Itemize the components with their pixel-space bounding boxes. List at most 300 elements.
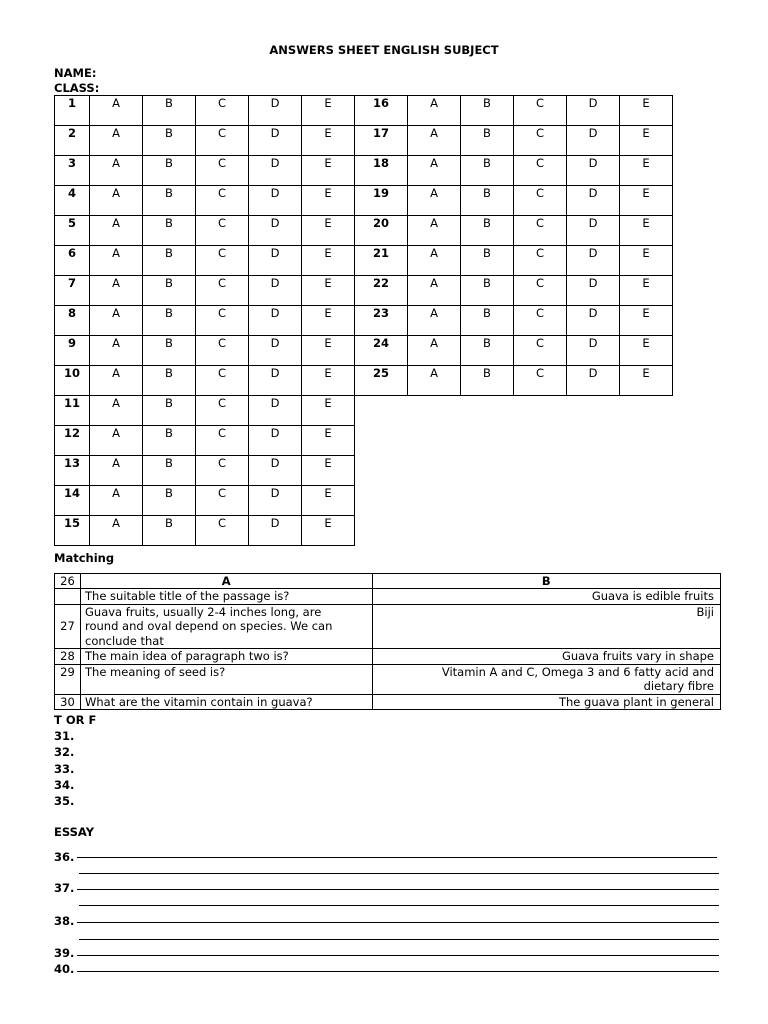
option-letter: A bbox=[112, 126, 120, 140]
question-number-text: 5 bbox=[67, 216, 76, 230]
option-cell[interactable] bbox=[196, 126, 249, 156]
question-number bbox=[355, 126, 408, 156]
option-cell[interactable] bbox=[567, 276, 620, 306]
option-letter: D bbox=[270, 306, 280, 320]
option-letter: A bbox=[430, 186, 438, 200]
option-letter: B bbox=[165, 516, 173, 530]
option-cell[interactable] bbox=[90, 396, 143, 426]
option-cell[interactable] bbox=[514, 126, 567, 156]
option-cell[interactable] bbox=[249, 426, 302, 456]
option-cell[interactable] bbox=[514, 96, 567, 126]
option-cell[interactable] bbox=[461, 246, 514, 276]
option-letter: E bbox=[642, 186, 650, 200]
matching-number: 29 bbox=[55, 664, 81, 694]
option-letter: D bbox=[588, 306, 598, 320]
option-cell[interactable] bbox=[408, 366, 461, 396]
option-cell[interactable] bbox=[514, 276, 567, 306]
option-letter: A bbox=[430, 156, 438, 170]
option-cell[interactable] bbox=[302, 396, 355, 426]
answer-line bbox=[77, 955, 719, 956]
option-letter: C bbox=[217, 96, 227, 110]
option-cell[interactable] bbox=[90, 246, 143, 276]
option-cell[interactable] bbox=[143, 366, 196, 396]
matching-table bbox=[54, 573, 721, 710]
option-cell[interactable] bbox=[249, 366, 302, 396]
option-cell[interactable] bbox=[196, 336, 249, 366]
option-letter: D bbox=[270, 126, 280, 140]
option-cell[interactable] bbox=[196, 486, 249, 516]
option-cell[interactable] bbox=[302, 246, 355, 276]
option-cell[interactable] bbox=[567, 126, 620, 156]
option-letter: A bbox=[112, 426, 120, 440]
question-number bbox=[355, 186, 408, 216]
question-number bbox=[355, 276, 408, 306]
option-cell[interactable] bbox=[143, 276, 196, 306]
option-cell[interactable] bbox=[90, 486, 143, 516]
option-letter: E bbox=[642, 276, 650, 290]
page-title: ANSWERS SHEET ENGLISH SUBJECT bbox=[269, 43, 499, 57]
option-cell[interactable] bbox=[143, 396, 196, 426]
option-cell[interactable] bbox=[461, 306, 514, 336]
option-cell[interactable] bbox=[143, 186, 196, 216]
question-number-text: 22 bbox=[372, 276, 389, 290]
option-cell[interactable] bbox=[196, 306, 249, 336]
option-letter: B bbox=[483, 366, 491, 380]
question-number-text: 23 bbox=[372, 306, 389, 320]
option-letter: E bbox=[324, 156, 332, 170]
option-cell[interactable] bbox=[143, 456, 196, 486]
option-letter: A bbox=[112, 336, 120, 350]
option-cell[interactable] bbox=[461, 216, 514, 246]
mc-row bbox=[55, 156, 673, 186]
option-letter: E bbox=[324, 486, 332, 500]
mc-row bbox=[55, 186, 673, 216]
option-cell[interactable] bbox=[461, 126, 514, 156]
option-letter: D bbox=[270, 186, 280, 200]
matching-question: The suitable title of the passage is? bbox=[81, 589, 373, 605]
option-cell[interactable] bbox=[143, 156, 196, 186]
option-letter: B bbox=[483, 336, 491, 350]
question-number bbox=[55, 516, 90, 546]
option-cell[interactable] bbox=[461, 156, 514, 186]
question-number-text: 3 bbox=[67, 156, 76, 170]
option-letter: A bbox=[112, 216, 120, 230]
option-cell[interactable] bbox=[514, 246, 567, 276]
option-letter: A bbox=[112, 186, 120, 200]
option-letter: D bbox=[270, 336, 280, 350]
question-number-text: 6 bbox=[67, 246, 76, 260]
option-letter: D bbox=[270, 216, 280, 230]
option-cell[interactable] bbox=[408, 276, 461, 306]
option-letter: C bbox=[535, 336, 545, 350]
matching-answer: Guava is edible fruits bbox=[372, 589, 721, 605]
option-cell[interactable] bbox=[143, 216, 196, 246]
option-letter: C bbox=[535, 306, 545, 320]
option-letter: B bbox=[483, 186, 491, 200]
answer-line bbox=[77, 971, 719, 972]
option-letter: B bbox=[483, 156, 491, 170]
mc-row bbox=[55, 246, 673, 276]
option-cell[interactable] bbox=[514, 216, 567, 246]
option-letter: A bbox=[112, 396, 120, 410]
option-cell[interactable] bbox=[620, 126, 673, 156]
option-letter: B bbox=[165, 456, 173, 470]
option-letter: B bbox=[165, 276, 173, 290]
option-letter: C bbox=[217, 336, 227, 350]
option-letter: D bbox=[270, 516, 280, 530]
matching-answer: Guava fruits vary in shape bbox=[372, 649, 721, 665]
mc-row bbox=[55, 126, 673, 156]
option-cell[interactable] bbox=[196, 366, 249, 396]
option-letter: E bbox=[324, 396, 332, 410]
mc-row bbox=[55, 516, 673, 546]
option-letter: A bbox=[112, 366, 120, 380]
tf-item: 32. bbox=[54, 745, 75, 759]
option-letter: A bbox=[112, 246, 120, 260]
question-number-text: 4 bbox=[67, 186, 76, 200]
option-cell[interactable] bbox=[196, 456, 249, 486]
option-cell[interactable] bbox=[567, 96, 620, 126]
option-letter: A bbox=[112, 276, 120, 290]
option-letter: C bbox=[535, 126, 545, 140]
question-number bbox=[55, 306, 90, 336]
matching-question: The meaning of seed is? bbox=[81, 664, 373, 694]
option-cell[interactable] bbox=[461, 186, 514, 216]
question-number-text: 2 bbox=[67, 126, 76, 140]
option-letter: B bbox=[165, 126, 173, 140]
question-number bbox=[55, 276, 90, 306]
option-cell[interactable] bbox=[143, 336, 196, 366]
matching-header-row bbox=[55, 574, 721, 589]
option-cell[interactable] bbox=[620, 186, 673, 216]
option-cell[interactable] bbox=[408, 96, 461, 126]
question-number bbox=[55, 336, 90, 366]
question-number bbox=[355, 336, 408, 366]
option-cell[interactable] bbox=[196, 156, 249, 186]
matching-question: Guava fruits, usually 2-4 inches long, are round and oval depend on species. We can conclude that bbox=[81, 604, 373, 649]
question-number bbox=[55, 96, 90, 126]
option-cell[interactable] bbox=[302, 96, 355, 126]
question-number bbox=[55, 456, 90, 486]
option-cell[interactable] bbox=[567, 186, 620, 216]
option-letter: D bbox=[588, 246, 598, 260]
option-cell[interactable] bbox=[620, 276, 673, 306]
option-cell[interactable] bbox=[90, 216, 143, 246]
option-cell[interactable] bbox=[143, 96, 196, 126]
option-cell[interactable] bbox=[514, 186, 567, 216]
option-letter: B bbox=[483, 126, 491, 140]
option-cell[interactable] bbox=[461, 276, 514, 306]
option-cell[interactable] bbox=[90, 516, 143, 546]
option-cell[interactable] bbox=[249, 186, 302, 216]
matching-row bbox=[55, 649, 721, 665]
option-cell[interactable] bbox=[567, 336, 620, 366]
option-letter: B bbox=[165, 156, 173, 170]
option-cell[interactable] bbox=[143, 516, 196, 546]
option-letter: E bbox=[324, 186, 332, 200]
option-cell[interactable] bbox=[302, 126, 355, 156]
option-letter: A bbox=[112, 516, 120, 530]
question-number-text: 12 bbox=[63, 426, 80, 440]
option-cell[interactable] bbox=[196, 396, 249, 426]
option-cell[interactable] bbox=[196, 246, 249, 276]
option-letter: C bbox=[535, 276, 545, 290]
option-letter: B bbox=[165, 246, 173, 260]
option-cell[interactable] bbox=[302, 336, 355, 366]
matching-row bbox=[55, 604, 721, 649]
option-cell[interactable] bbox=[302, 186, 355, 216]
option-letter: E bbox=[324, 276, 332, 290]
option-cell[interactable] bbox=[620, 246, 673, 276]
option-letter: D bbox=[270, 246, 280, 260]
option-letter: C bbox=[217, 396, 227, 410]
option-cell[interactable] bbox=[461, 336, 514, 366]
question-number bbox=[355, 366, 408, 396]
question-number-text: 14 bbox=[63, 486, 80, 500]
option-cell[interactable] bbox=[249, 276, 302, 306]
option-cell[interactable] bbox=[567, 306, 620, 336]
option-cell[interactable] bbox=[249, 306, 302, 336]
option-cell[interactable] bbox=[408, 246, 461, 276]
matching-answer: Vitamin A and C, Omega 3 and 6 fatty acid and dietary fibre bbox=[372, 664, 721, 694]
option-cell[interactable] bbox=[302, 456, 355, 486]
option-letter: D bbox=[270, 366, 280, 380]
option-letter: A bbox=[430, 336, 438, 350]
essay-item: 37. bbox=[54, 881, 75, 895]
option-letter: C bbox=[217, 306, 227, 320]
column-b-header: B bbox=[372, 574, 721, 589]
question-number bbox=[55, 396, 90, 426]
multiple-choice-table bbox=[54, 95, 673, 546]
option-cell[interactable] bbox=[620, 216, 673, 246]
question-number-text: 9 bbox=[67, 336, 76, 350]
option-letter: D bbox=[270, 486, 280, 500]
question-number-text: 24 bbox=[372, 336, 389, 350]
option-letter: B bbox=[483, 246, 491, 260]
mc-row bbox=[55, 96, 673, 126]
question-number-text: 18 bbox=[372, 156, 389, 170]
option-cell[interactable] bbox=[249, 516, 302, 546]
option-cell[interactable] bbox=[196, 516, 249, 546]
option-cell[interactable] bbox=[90, 156, 143, 186]
option-cell[interactable] bbox=[249, 456, 302, 486]
option-letter: D bbox=[588, 126, 598, 140]
option-cell[interactable] bbox=[567, 246, 620, 276]
option-cell[interactable] bbox=[302, 516, 355, 546]
option-letter: D bbox=[588, 336, 598, 350]
answer-line bbox=[79, 905, 719, 906]
true-false-label: T OR F bbox=[54, 713, 97, 727]
question-number-text: 13 bbox=[63, 456, 80, 470]
option-cell[interactable] bbox=[302, 276, 355, 306]
option-cell[interactable] bbox=[514, 366, 567, 396]
option-cell[interactable] bbox=[620, 156, 673, 186]
option-cell[interactable] bbox=[514, 306, 567, 336]
option-cell[interactable] bbox=[408, 216, 461, 246]
option-cell[interactable] bbox=[143, 126, 196, 156]
option-letter: E bbox=[324, 336, 332, 350]
option-letter: E bbox=[324, 516, 332, 530]
option-cell[interactable] bbox=[196, 276, 249, 306]
option-cell[interactable] bbox=[249, 486, 302, 516]
mc-row bbox=[55, 216, 673, 246]
option-letter: E bbox=[324, 96, 332, 110]
option-cell[interactable] bbox=[408, 336, 461, 366]
option-cell[interactable] bbox=[143, 426, 196, 456]
option-cell[interactable] bbox=[196, 186, 249, 216]
option-cell[interactable] bbox=[249, 336, 302, 366]
option-letter: A bbox=[430, 246, 438, 260]
option-letter: E bbox=[324, 216, 332, 230]
option-letter: B bbox=[165, 186, 173, 200]
option-letter: B bbox=[165, 486, 173, 500]
option-cell[interactable] bbox=[461, 96, 514, 126]
option-letter: C bbox=[217, 516, 227, 530]
option-cell[interactable] bbox=[302, 156, 355, 186]
name-label: NAME: bbox=[54, 66, 97, 80]
option-cell[interactable] bbox=[90, 426, 143, 456]
option-cell[interactable] bbox=[302, 486, 355, 516]
option-letter: B bbox=[165, 306, 173, 320]
question-number bbox=[55, 156, 90, 186]
option-letter: C bbox=[535, 186, 545, 200]
option-cell[interactable] bbox=[620, 366, 673, 396]
option-letter: A bbox=[112, 306, 120, 320]
option-letter: A bbox=[112, 456, 120, 470]
option-cell[interactable] bbox=[90, 456, 143, 486]
question-number-text: 10 bbox=[63, 366, 80, 380]
mc-row bbox=[55, 366, 673, 396]
option-letter: D bbox=[270, 426, 280, 440]
option-letter: D bbox=[270, 156, 280, 170]
question-number bbox=[355, 96, 408, 126]
question-number bbox=[55, 126, 90, 156]
option-letter: E bbox=[324, 126, 332, 140]
option-letter: C bbox=[217, 156, 227, 170]
question-number-text: 16 bbox=[372, 96, 389, 110]
mc-row bbox=[55, 396, 673, 426]
option-cell[interactable] bbox=[249, 156, 302, 186]
option-cell[interactable] bbox=[90, 276, 143, 306]
option-cell[interactable] bbox=[302, 426, 355, 456]
essay-item: 40. bbox=[54, 962, 75, 976]
mc-row bbox=[55, 336, 673, 366]
option-cell[interactable] bbox=[196, 426, 249, 456]
option-cell[interactable] bbox=[196, 96, 249, 126]
option-letter: E bbox=[324, 456, 332, 470]
mc-row bbox=[55, 276, 673, 306]
option-letter: C bbox=[217, 366, 227, 380]
option-cell[interactable] bbox=[461, 366, 514, 396]
option-letter: D bbox=[588, 156, 598, 170]
option-cell[interactable] bbox=[90, 96, 143, 126]
matching-answer: The guava plant in general bbox=[372, 694, 721, 710]
option-cell[interactable] bbox=[143, 486, 196, 516]
option-letter: B bbox=[165, 96, 173, 110]
option-cell[interactable] bbox=[249, 246, 302, 276]
option-letter: C bbox=[217, 426, 227, 440]
option-cell[interactable] bbox=[90, 186, 143, 216]
matching-answer: Biji bbox=[372, 604, 721, 649]
tf-item: 34. bbox=[54, 778, 75, 792]
option-letter: D bbox=[588, 276, 598, 290]
question-number-text: 1 bbox=[67, 96, 76, 110]
option-cell[interactable] bbox=[408, 126, 461, 156]
option-cell[interactable] bbox=[302, 216, 355, 246]
mc-row bbox=[55, 486, 673, 516]
option-letter: A bbox=[112, 486, 120, 500]
option-cell[interactable] bbox=[408, 156, 461, 186]
option-letter: C bbox=[217, 216, 227, 230]
option-cell[interactable] bbox=[620, 306, 673, 336]
option-cell[interactable] bbox=[567, 216, 620, 246]
option-cell[interactable] bbox=[302, 366, 355, 396]
option-letter: E bbox=[642, 96, 650, 110]
option-letter: C bbox=[535, 246, 545, 260]
question-number bbox=[55, 426, 90, 456]
option-cell[interactable] bbox=[514, 156, 567, 186]
option-letter: B bbox=[165, 396, 173, 410]
option-cell[interactable] bbox=[90, 306, 143, 336]
option-cell[interactable] bbox=[567, 156, 620, 186]
option-letter: C bbox=[217, 456, 227, 470]
option-letter: C bbox=[217, 276, 227, 290]
option-cell[interactable] bbox=[620, 336, 673, 366]
question-number bbox=[355, 156, 408, 186]
option-letter: D bbox=[588, 366, 598, 380]
mc-row bbox=[55, 426, 673, 456]
option-letter: C bbox=[217, 186, 227, 200]
matching-question: The main idea of paragraph two is? bbox=[81, 649, 373, 665]
essay-item: 38. bbox=[54, 914, 75, 928]
option-letter: C bbox=[217, 246, 227, 260]
option-cell[interactable] bbox=[196, 216, 249, 246]
option-cell[interactable] bbox=[143, 246, 196, 276]
essay-item: 36. bbox=[54, 850, 75, 864]
option-letter: D bbox=[270, 276, 280, 290]
option-letter: A bbox=[430, 276, 438, 290]
option-letter: E bbox=[642, 156, 650, 170]
option-cell[interactable] bbox=[620, 96, 673, 126]
tf-item: 35. bbox=[54, 794, 75, 808]
option-letter: E bbox=[642, 126, 650, 140]
option-cell[interactable] bbox=[514, 336, 567, 366]
option-letter: D bbox=[270, 396, 280, 410]
option-cell[interactable] bbox=[408, 306, 461, 336]
answer-line bbox=[77, 922, 719, 923]
option-letter: A bbox=[112, 96, 120, 110]
option-cell[interactable] bbox=[408, 186, 461, 216]
option-cell[interactable] bbox=[249, 96, 302, 126]
question-number bbox=[55, 216, 90, 246]
question-number bbox=[355, 306, 408, 336]
option-cell[interactable] bbox=[567, 366, 620, 396]
option-letter: B bbox=[165, 366, 173, 380]
question-number bbox=[55, 366, 90, 396]
option-cell[interactable] bbox=[143, 306, 196, 336]
option-cell[interactable] bbox=[90, 336, 143, 366]
option-cell[interactable] bbox=[90, 366, 143, 396]
option-cell[interactable] bbox=[302, 306, 355, 336]
option-letter: A bbox=[430, 306, 438, 320]
option-cell[interactable] bbox=[90, 126, 143, 156]
option-cell[interactable] bbox=[249, 126, 302, 156]
matching-label: Matching bbox=[54, 551, 115, 565]
option-cell[interactable] bbox=[249, 396, 302, 426]
option-cell[interactable] bbox=[249, 216, 302, 246]
option-letter: E bbox=[642, 336, 650, 350]
option-letter: D bbox=[588, 96, 598, 110]
